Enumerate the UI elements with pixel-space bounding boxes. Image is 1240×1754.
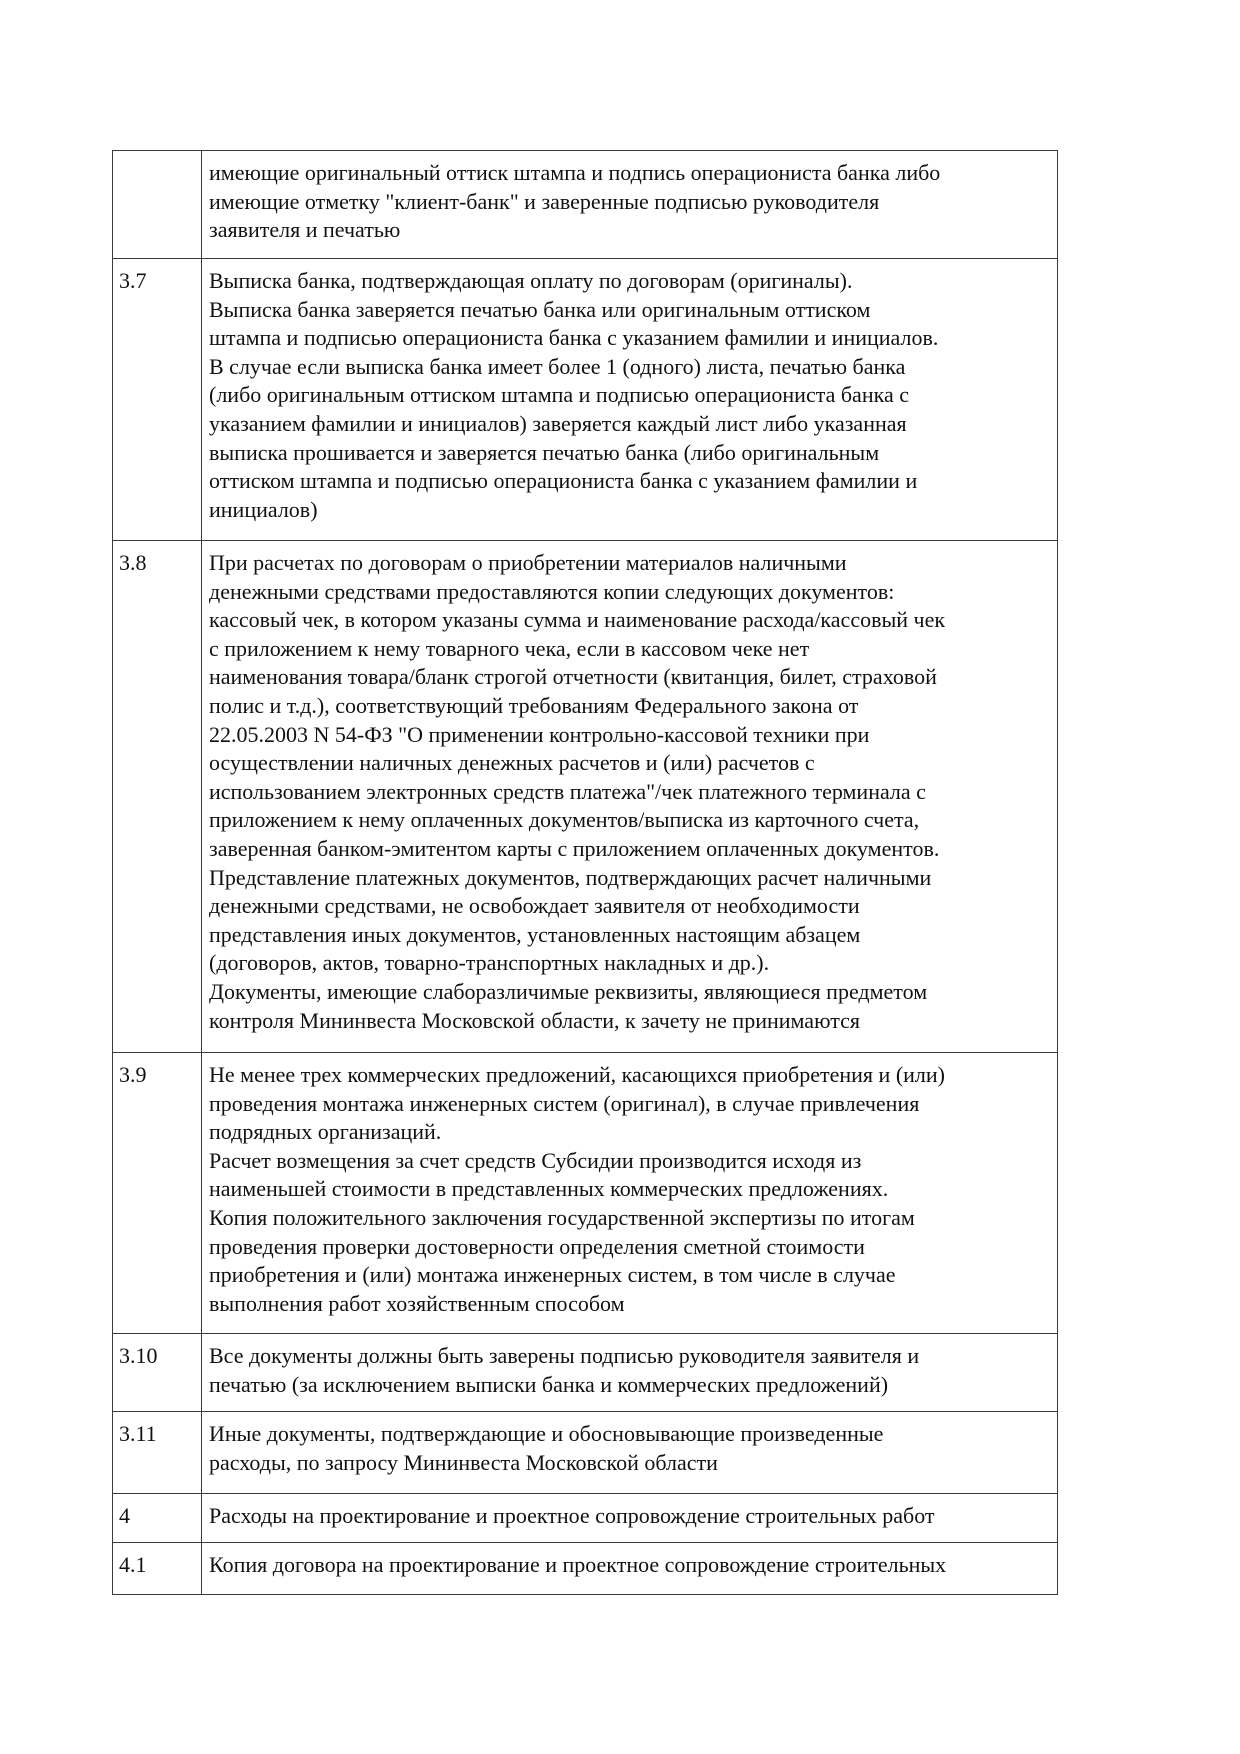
text-line: Копия договора на проектирование и проектное сопровождение строительных xyxy=(209,1552,947,1577)
item-number-cell xyxy=(113,1494,202,1543)
text-line: приложением к нему оплаченных документов/выписка из карточного счета, xyxy=(209,807,920,833)
text-line: использованием электронных средств платежа"/чек платежного терминала с xyxy=(209,778,926,804)
item-number-cell xyxy=(113,151,202,259)
text-line: инициалов) xyxy=(209,496,318,522)
table-row xyxy=(113,1494,1058,1543)
item-number-cell xyxy=(113,1053,202,1334)
table-row xyxy=(113,1053,1058,1334)
text-line: Расчет возмещения за счет средств Субсидии производится исходя из xyxy=(209,1147,862,1173)
item-text-cell xyxy=(202,151,1058,259)
table-row xyxy=(113,541,1058,1053)
text-line: заявителя и печатью xyxy=(209,217,401,243)
item-number-cell xyxy=(113,1334,202,1412)
text-line: денежными средствами предоставляются копии следующих документов: xyxy=(209,578,895,604)
item-number: 3.11 xyxy=(119,1421,157,1446)
requirements-table xyxy=(112,150,1058,1595)
text-line: наименования товара/бланк строгой отчетности (квитанция, билет, страховой xyxy=(209,664,937,690)
table-row xyxy=(113,259,1058,541)
table-row xyxy=(113,1412,1058,1494)
text-line: с приложением к нему товарного чека, если в кассовом чеке нет xyxy=(209,635,810,661)
item-number-cell xyxy=(113,259,202,541)
text-line: выполнения работ хозяйственным способом xyxy=(209,1290,625,1316)
item-number: 3.10 xyxy=(119,1343,158,1368)
item-number: 4 xyxy=(119,1503,130,1528)
text-line: Все документы должны быть заверены подписью руководителя заявителя и xyxy=(209,1343,920,1368)
text-line: Представление платежных документов, подтверждающих расчет наличными xyxy=(209,864,932,890)
item-text-cell xyxy=(202,1494,1058,1543)
item-text-cell xyxy=(202,1543,1058,1595)
text-line: заверенная банком-эмитентом карты с приложением оплаченных документов. xyxy=(209,835,940,861)
item-text-cell xyxy=(202,541,1058,1053)
text-line: расходы, по запросу Мининвеста Московской области xyxy=(209,1449,718,1475)
text-line: Копия положительного заключения государственной экспертизы по итогам xyxy=(209,1204,915,1230)
text-line: наименьшей стоимости в представленных коммерческих предложениях. xyxy=(209,1176,889,1202)
text-line: представления иных документов, установленных настоящим абзацем xyxy=(209,921,861,947)
text-line: печатью (за исключением выписки банка и коммерческих предложений) xyxy=(209,1371,889,1397)
text-line: (договоров, актов, товарно-транспортных накладных и др.). xyxy=(209,950,770,976)
item-number-cell xyxy=(113,541,202,1053)
item-number: 3.8 xyxy=(119,550,147,575)
table-row xyxy=(113,1543,1058,1595)
text-line: Иные документы, подтверждающие и обосновывающие произведенные xyxy=(209,1421,884,1446)
text-line: Документы, имеющие слаборазличимые реквизиты, являющиеся предметом xyxy=(209,978,928,1004)
item-text-cell xyxy=(202,1334,1058,1412)
text-line: штампа и подписью операциониста банка с указанием фамилии и инициалов. xyxy=(209,325,939,351)
text-line: кассовый чек, в котором указаны сумма и наименование расхода/кассовый чек xyxy=(209,607,946,633)
text-line: В случае если выписка банка имеет более 1 (одного) листа, печатью банка xyxy=(209,353,906,379)
text-line: Расходы на проектирование и проектное сопровождение строительных работ xyxy=(209,1503,935,1528)
table-row xyxy=(113,1334,1058,1412)
text-line: денежными средствами, не освобождает заявителя от необходимости xyxy=(209,893,860,919)
item-text-cell xyxy=(202,259,1058,541)
item-number: 3.9 xyxy=(119,1062,147,1087)
text-line: полис и т.д.), соответствующий требованиям Федерального закона от xyxy=(209,692,859,718)
text-line: приобретения и (или) монтажа инженерных систем, в том числе в случае xyxy=(209,1262,896,1288)
item-number-cell xyxy=(113,1543,202,1595)
text-line: подрядных организаций. xyxy=(209,1119,442,1145)
text-line: оттиском штампа и подписью операциониста банка с указанием фамилии и xyxy=(209,468,918,494)
item-number: 3.7 xyxy=(119,268,147,293)
text-line: указанием фамилии и инициалов) заверяется каждый лист либо указанная xyxy=(209,410,907,436)
text-line: Не менее трех коммерческих предложений, касающихся приобретения и (или) xyxy=(209,1062,946,1087)
item-number-cell xyxy=(113,1412,202,1494)
text-line: проведения проверки достоверности определения сметной стоимости xyxy=(209,1233,865,1259)
text-line: (либо оригинальным оттиском штампа и подписью операциониста банка с xyxy=(209,382,909,408)
text-line: Выписка банка, подтверждающая оплату по договорам (оригиналы). xyxy=(209,268,853,293)
item-number: 4.1 xyxy=(119,1552,147,1577)
text-line: контроля Мининвеста Московской области, к зачету не принимаются xyxy=(209,1007,860,1033)
text-line: осуществлении наличных денежных расчетов и (или) расчетов с xyxy=(209,750,815,776)
text-line: При расчетах по договорам о приобретении материалов наличными xyxy=(209,550,847,575)
item-text-cell xyxy=(202,1412,1058,1494)
text-line: Выписка банка заверяется печатью банка или оригинальным оттиском xyxy=(209,296,871,322)
text-line: проведения монтажа инженерных систем (оригинал), в случае привлечения xyxy=(209,1090,920,1116)
text-line: 22.05.2003 N 54-ФЗ "О применении контрольно-кассовой техники при xyxy=(209,721,870,747)
table-row xyxy=(113,151,1058,259)
text-line: имеющие отметку "клиент-банк" и заверенные подписью руководителя xyxy=(209,188,880,214)
item-text-cell xyxy=(202,1053,1058,1334)
text-line: выписка прошивается и заверяется печатью банка (либо оригинальным xyxy=(209,439,880,465)
text-line: имеющие оригинальный оттиск штампа и подпись операциониста банка либо xyxy=(209,160,941,185)
